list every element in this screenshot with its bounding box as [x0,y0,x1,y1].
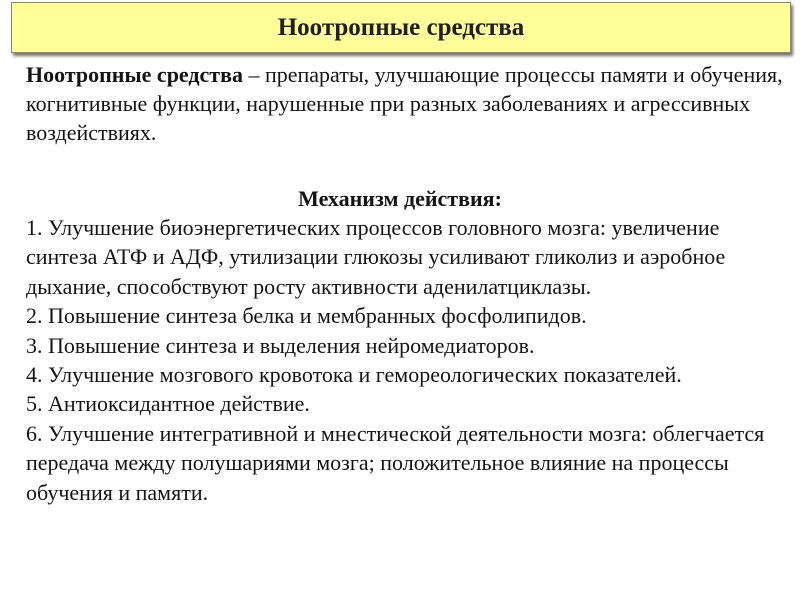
definition-paragraph [26,60,786,147]
mechanism-item: 3. Повышение синтеза и выделения нейромедиаторов. [26,332,535,358]
mechanism-heading: Механизм действия: [298,186,502,211]
mechanism-item: 5. Антиоксидантное действие. [26,391,310,417]
mechanism-item: 2. Повышение синтеза белка и мембранных фосфолипидов. [26,303,587,329]
slide-title-text: Ноотропные средства [277,13,525,41]
mechanism-item: 4. Улучшение мозгового кровотока и гемореологических показателей. [26,362,682,388]
definition-term: Ноотропные средства [26,62,243,87]
definition-text: – препараты, улучшающие процессы памяти и обучения, когнитивные функции, нарушенные при разных заболеваниях и агрессивных воздействиях. [26,62,783,145]
mechanism-item: 1. Улучшение биоэнергетических процессов головного мозга: увеличение синтеза АТФ и АДФ, утилизации глюкозы усиливают гликолиз и аэробное дыхание, способствуют росту активности аденилатциклазы. [26,215,726,299]
mechanism-list [26,213,796,507]
slide-title [11,2,791,53]
mechanism-item: 6. Улучшение интегративной и мнестической деятельности мозга: облегчается передача между полушариями мозга; положительное влияние на процессы обучения и памяти. [26,420,765,505]
